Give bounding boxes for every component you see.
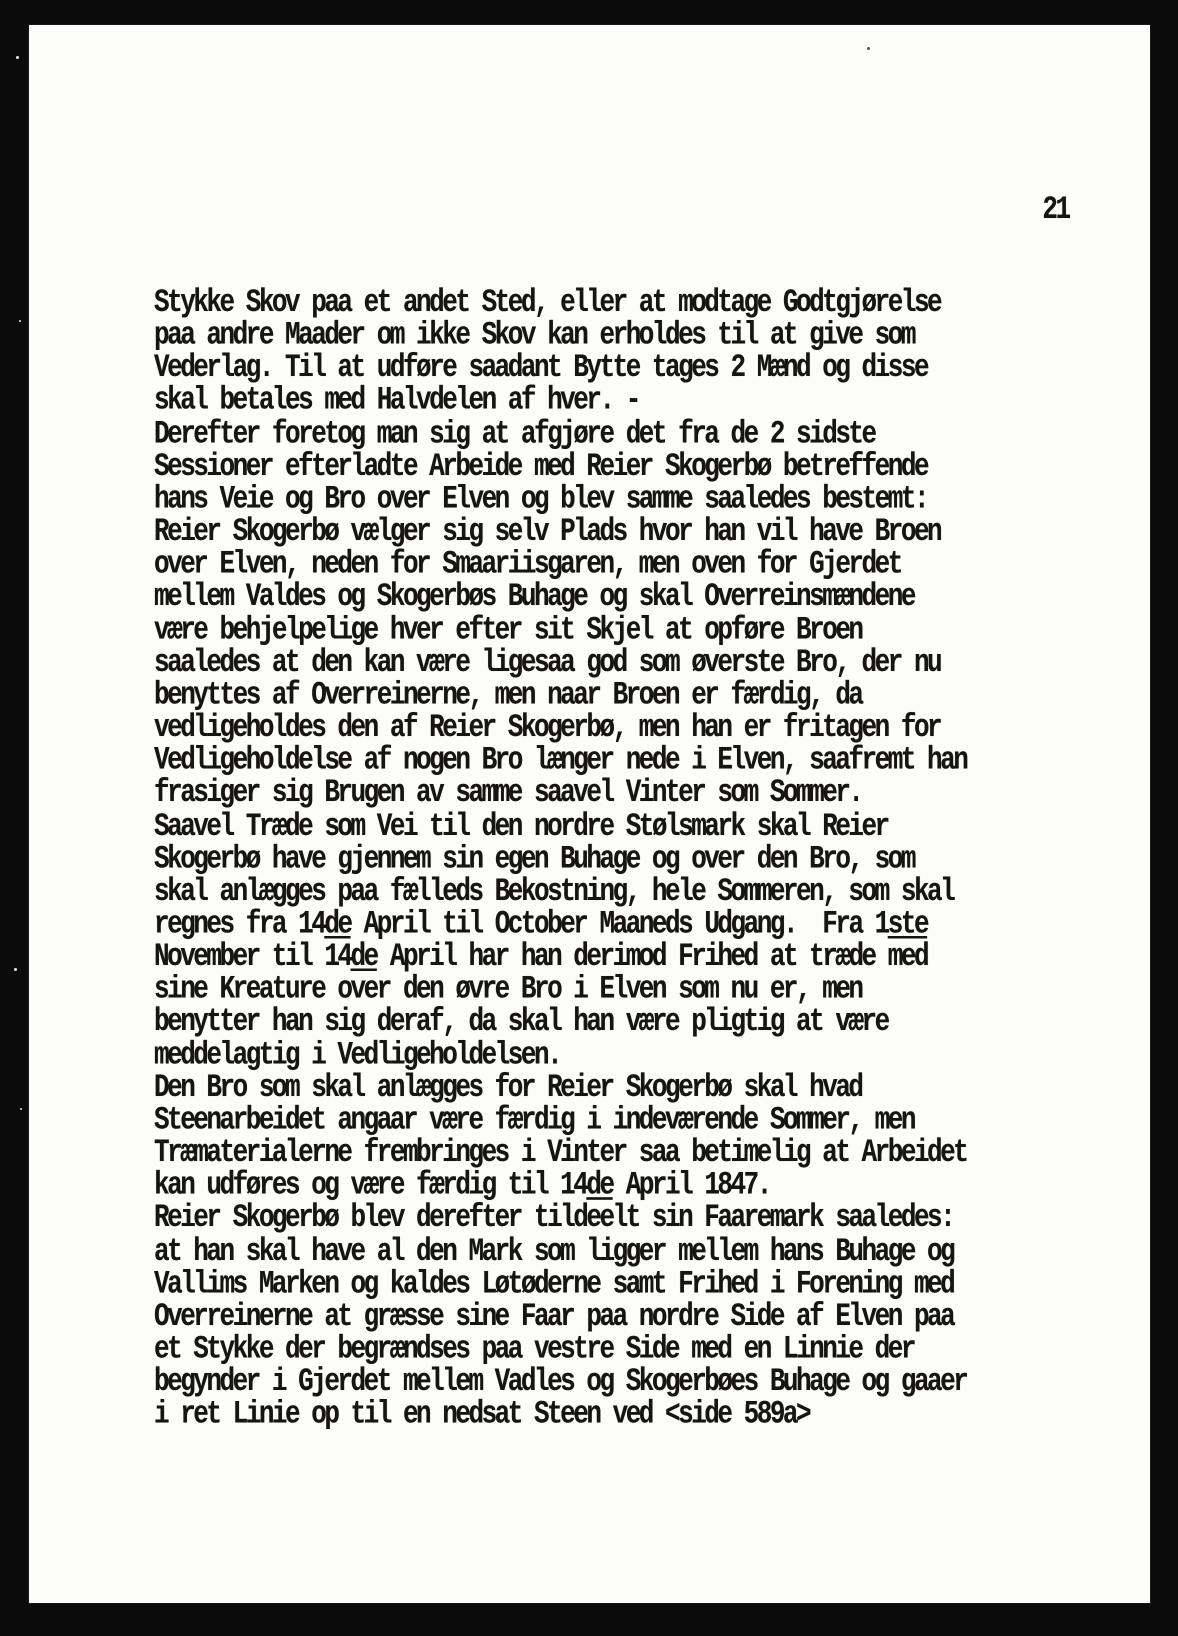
document-page bbox=[28, 24, 1151, 1604]
text-line: over Elven, neden for Smaariisgaren, men oven for Gjerdet bbox=[154, 545, 901, 583]
text-line: skal anlægges paa fælleds Bekostning, hele Sommeren, som skal bbox=[154, 872, 954, 910]
text-line: et Stykke der begrændses paa vestre Side med en Linnie der bbox=[154, 1329, 914, 1368]
text-body bbox=[154, 283, 1014, 1433]
text-line: frasiger sig Brugen av samme saavel Vinter som Sommer. bbox=[154, 773, 862, 812]
text-line: Skogerbø have gjennem sin egen Buhage og over den Bro, som bbox=[154, 839, 914, 877]
scan-speck bbox=[19, 320, 21, 322]
text-line: hans Veie og Bro over Elven og blev samme saaledes bestemt: bbox=[154, 479, 928, 518]
text-line: være behjelpelige hver efter sit Skjel at opføre Broen bbox=[154, 610, 862, 648]
text-line: Sessioner efterladte Arbeide med Reier Skogerbø betreffende bbox=[154, 446, 928, 485]
scan-speck bbox=[14, 968, 17, 971]
text-line: begynder i Gjerdet mellem Vadles og Skogerbøes Buhage og gaaer bbox=[154, 1362, 967, 1400]
text-line: mellem Valdes og Skogerbøs Buhage og skal Overreinsmændene bbox=[154, 577, 914, 616]
text-line: vedligeholdes den af Reier Skogerbø, men han er fritagen for bbox=[154, 708, 941, 747]
text-line: November til 14de April har han derimod Frihed at træde med bbox=[154, 937, 928, 975]
text-line: sine Kreature over den øvre Bro i Elven som nu er, men bbox=[154, 970, 862, 1008]
text-line: Vederlag. Til at udføre saadant Bytte tages 2 Mænd og disse bbox=[154, 348, 928, 387]
text-line: Den Bro som skal anlægges for Reier Skogerbø skal hvad bbox=[154, 1068, 862, 1106]
text-line: saaledes at den kan være ligesaa god som øverste Bro, der nu bbox=[154, 643, 941, 681]
text-line: meddelagtig i Vedligeholdelsen. bbox=[154, 1035, 561, 1073]
text-line: Vedligeholdelse af nogen Bro længer nede i Elven, saafremt han bbox=[154, 741, 967, 779]
text-line: paa andre Maader om ikke Skov kan erholdes til at give som bbox=[154, 316, 914, 354]
text-line: Overreinerne at græsse sine Faar paa nordre Side af Elven paa bbox=[154, 1297, 954, 1335]
text-line: kan udføres og være færdig til 14de April 1847. bbox=[154, 1166, 770, 1204]
text-line: Stykke Skov paa et andet Sted, eller at modtage Godtgjørelse bbox=[154, 283, 941, 321]
text-line: at han skal have al den Mark som ligger mellem hans Buhage og bbox=[154, 1231, 954, 1270]
page-number bbox=[990, 153, 1069, 266]
text-line: benyttes af Overreinerne, men naar Broen er færdig, da bbox=[154, 675, 862, 714]
text-line: Derefter foretog man sig at afgjøre det fra de 2 sidste bbox=[154, 414, 875, 452]
text-line: Træmaterialerne frembringes i Vinter saa betimelig at Arbeidet bbox=[154, 1133, 967, 1172]
scan-speck bbox=[20, 1108, 22, 1110]
text-line: regnes fra 14de April til October Maaneds Udgang. Fra 1ste bbox=[154, 904, 928, 943]
scan-speck bbox=[16, 56, 19, 59]
scan-speck bbox=[867, 47, 870, 50]
text-line: Reier Skogerbø blev derefter tildeelt sin Faaremark saaledes: bbox=[154, 1198, 954, 1237]
text-line: Steenarbeidet angaar være færdig i indeværende Sommer, men bbox=[154, 1100, 914, 1139]
text-line: skal betales med Halvdelen af hver. - bbox=[154, 381, 639, 420]
text-line: Vallims Marken og kaldes Løtøderne samt Frihed i Forening med bbox=[154, 1264, 954, 1302]
text-line: Saavel Træde som Vei til den nordre Stølsmark skal Reier bbox=[154, 806, 888, 845]
text-line: benytter han sig deraf, da skal han være pligtig at være bbox=[154, 1002, 888, 1041]
page-number-value: 21 bbox=[1042, 190, 1069, 228]
text-line: i ret Linie op til en nedsat Steen ved <side 589a> bbox=[154, 1395, 810, 1433]
text-line: Reier Skogerbø vælger sig selv Plads hvor han vil have Broen bbox=[154, 512, 941, 550]
